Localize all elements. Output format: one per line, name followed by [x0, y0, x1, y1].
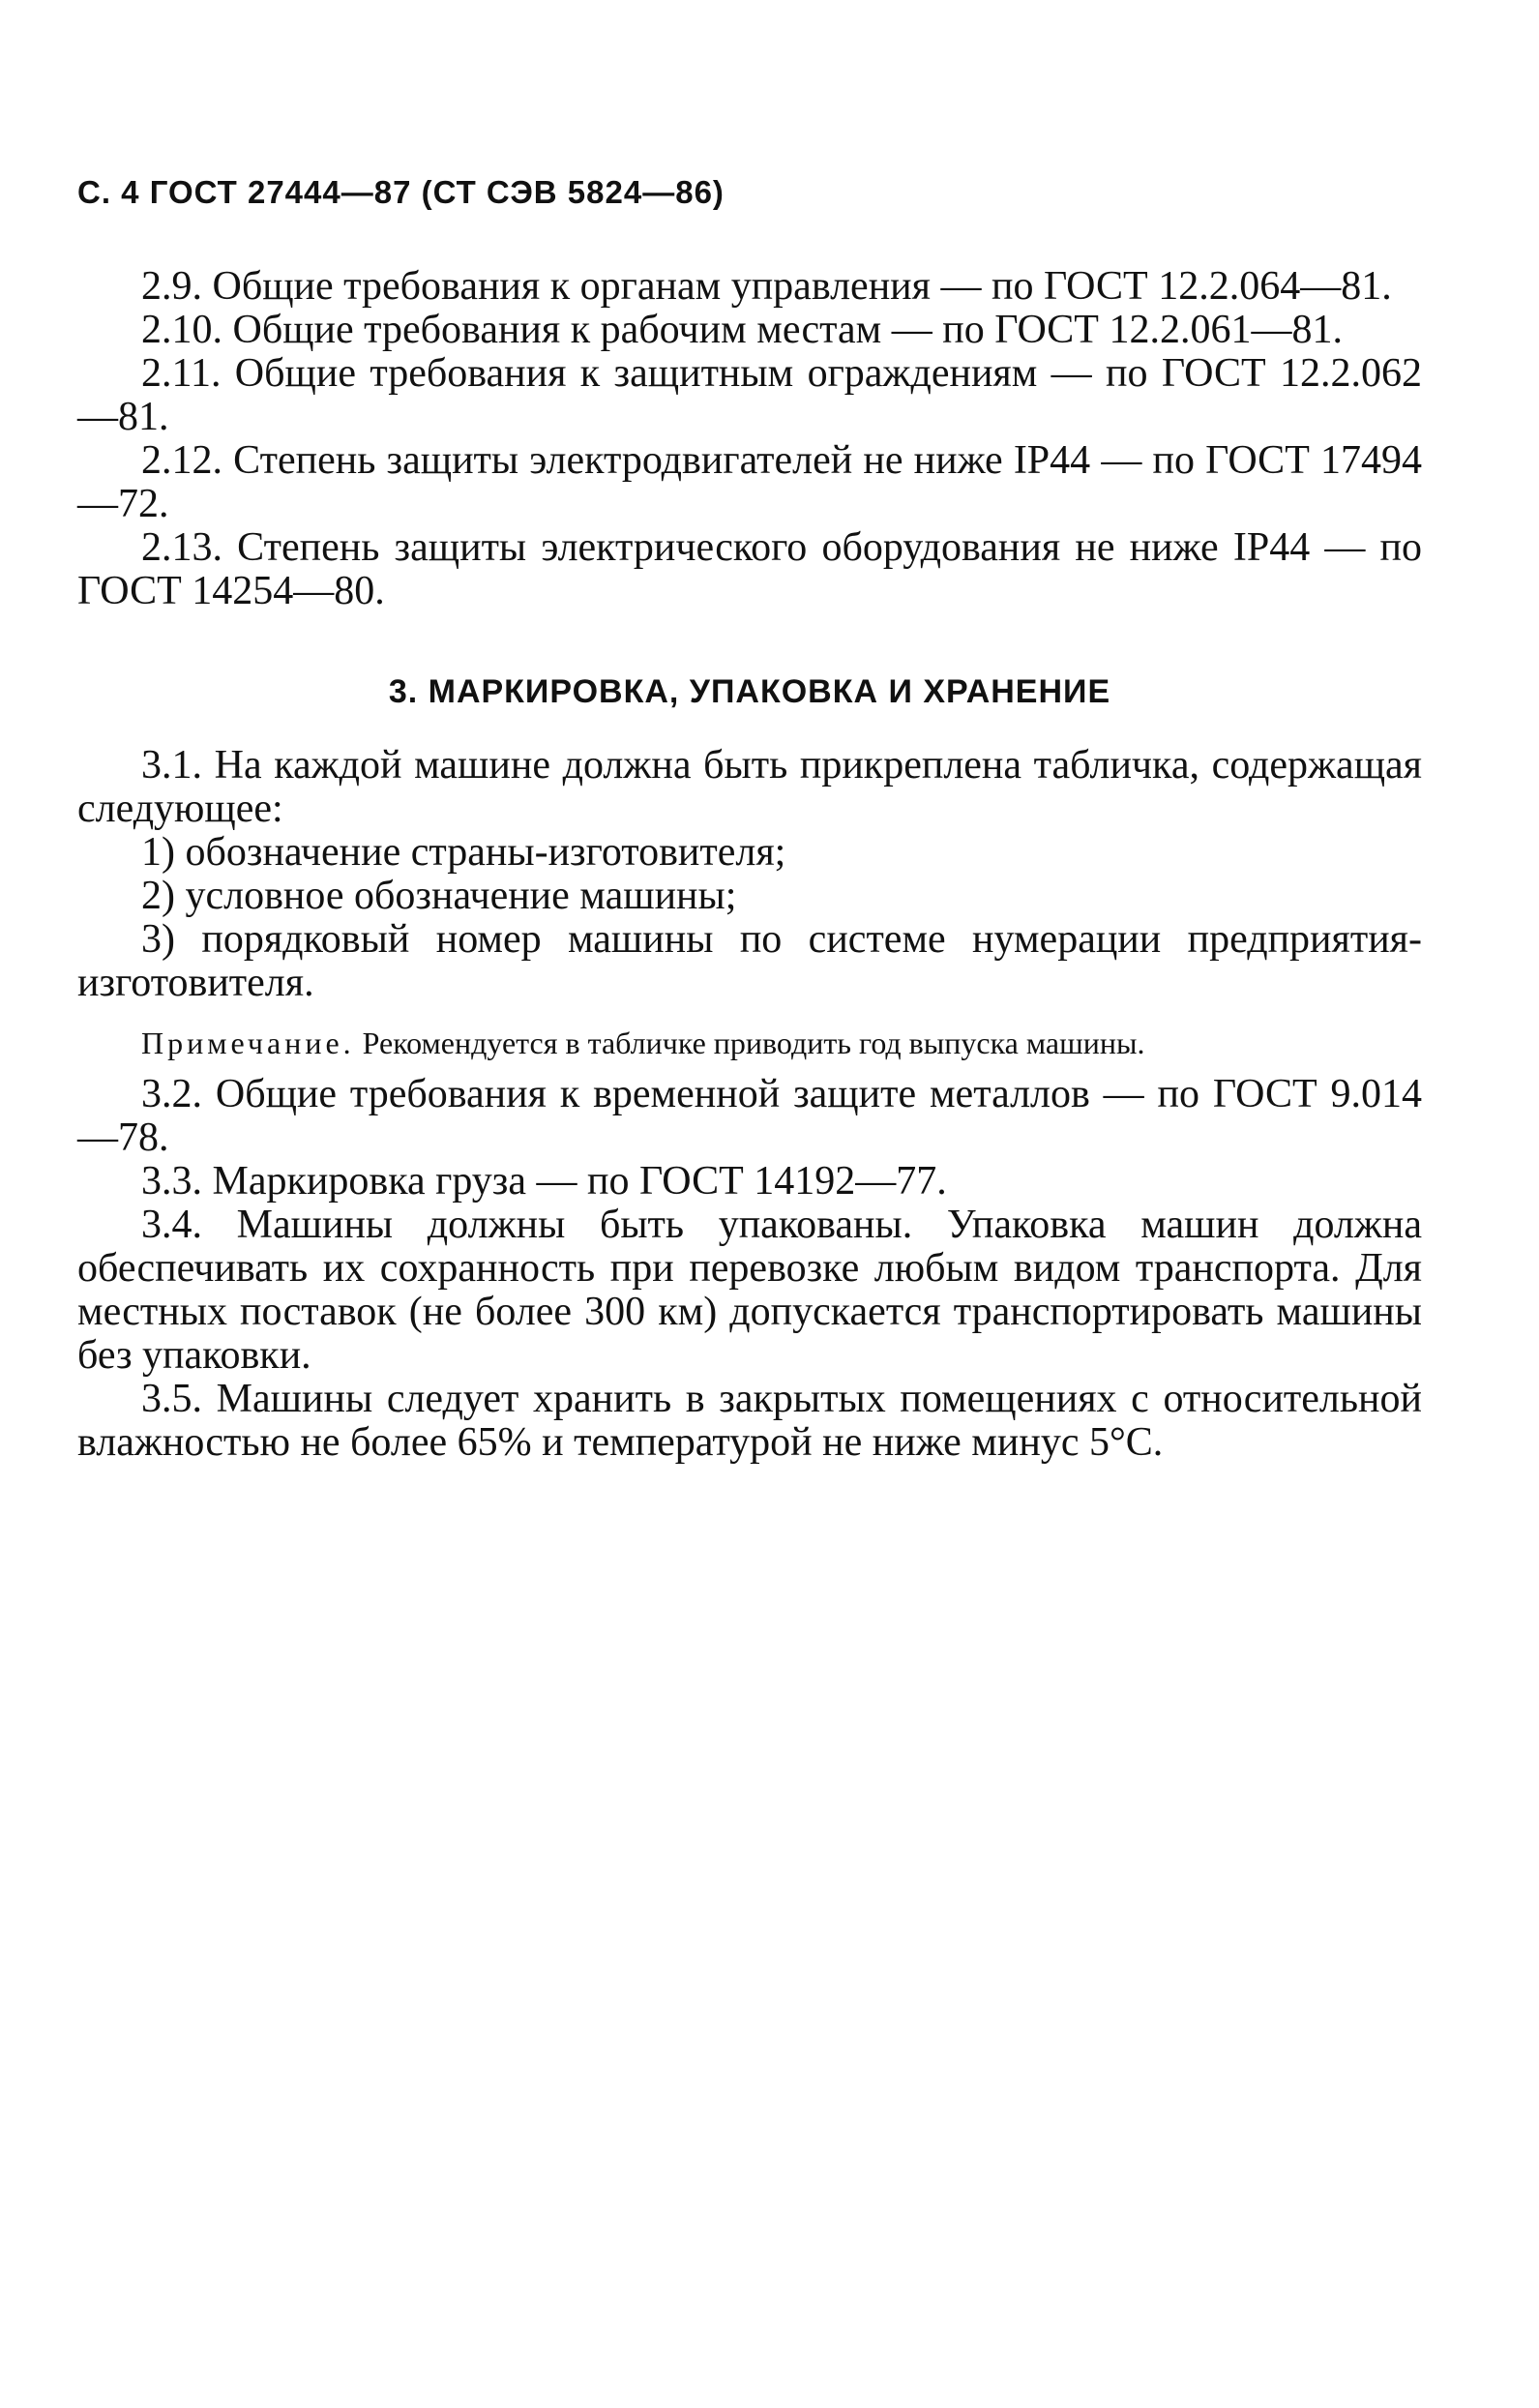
clause-2-10: 2.10. Общие требования к рабочим местам — по ГОСТ 12.2.061—81. — [141, 308, 1343, 352]
section-2-body — [77, 265, 1422, 613]
list-item-1: 1) обозначение страны-изготовителя; — [141, 830, 786, 875]
list-item-2: 2) условное обозначение машины; — [141, 874, 737, 918]
clause-3-1: 3.1. На каждой машине должна быть прикреплена табличка, содержащая следующее: — [77, 743, 1422, 831]
section-3-title: 3. МАРКИРОВКА, УПАКОВКА И ХРАНЕНИЕ — [388, 673, 1111, 710]
list-item-3: 3) порядковый номер машины по системе нумерации предприятия-изготовителя. — [77, 917, 1422, 1005]
document-page — [77, 174, 1422, 1465]
clause-2-11: 2.11. Общие требования к защитным ограждениям — по ГОСТ 12.2.062—81. — [77, 351, 1422, 439]
clause-3-5: 3.5. Машины следует хранить в закрытых помещениях с относительной влажностью не более 65% и температурой не ниже минус 5°С. — [77, 1377, 1422, 1465]
clause-2-12: 2.12. Степень защиты электродвигателей не ниже IP44 — по ГОСТ 17494—72. — [77, 438, 1422, 526]
page-header: С. 4 ГОСТ 27444—87 (СТ СЭВ 5824—86) — [77, 174, 725, 210]
clause-3-3: 3.3. Маркировка груза — по ГОСТ 14192—77. — [141, 1159, 947, 1204]
clause-2-9: 2.9. Общие требования к органам управления — по ГОСТ 12.2.064—81. — [141, 264, 1392, 309]
clause-3-2: 3.2. Общие требования к временной защите металлов — по ГОСТ 9.014—78. — [77, 1072, 1422, 1160]
note-text: Рекомендуется в табличке приводить год выпуска машины. — [362, 1026, 1145, 1060]
note-label: Примечание. — [141, 1026, 355, 1060]
note — [77, 1023, 1422, 1063]
clause-2-13: 2.13. Степень защиты электрического оборудования не ниже IP44 — по ГОСТ 14254—80. — [77, 525, 1422, 613]
clause-3-4: 3.4. Машины должны быть упакованы. Упаковка машин должна обеспечивать их сохранность при перевозке любым видом транспорта. Для местных поставок (не более 300 км) допускается транспортировать машины без упаковки. — [77, 1203, 1422, 1378]
section-3-body — [77, 744, 1422, 1465]
